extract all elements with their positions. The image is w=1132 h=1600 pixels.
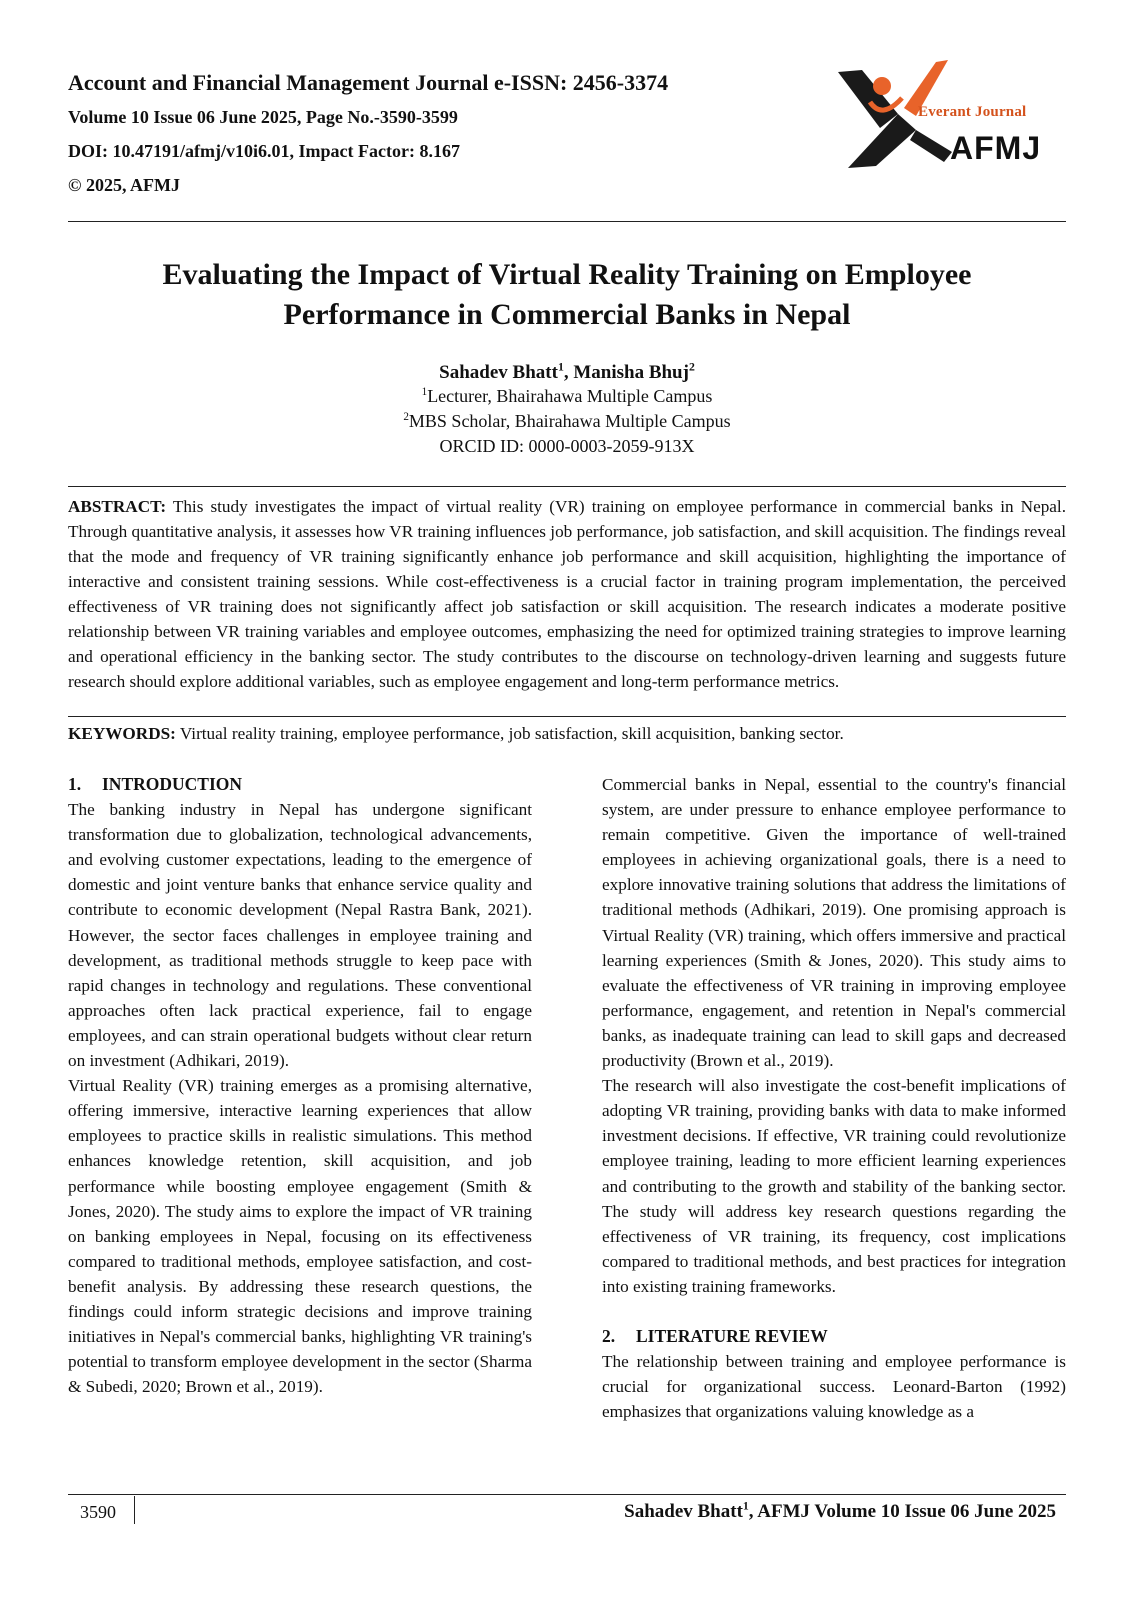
- section-heading-introduction: [68, 772, 532, 797]
- affiliation-1-text: Lecturer, Bhairahawa Multiple Campus: [427, 386, 713, 406]
- affiliation-2: [68, 409, 1066, 434]
- orcid-line: ORCID ID: 0000-0003-2059-913X: [439, 436, 695, 456]
- section-spacer: [602, 1299, 1066, 1324]
- literature-paragraph-1: The relationship between training and employee performance is crucial for organizational success. Leonard-Barton (1992) emphasizes that organizations valuing knowledge as a: [602, 1352, 1066, 1422]
- footer-author: Sahadev Bhatt: [624, 1501, 743, 1522]
- journal-header: [68, 66, 788, 202]
- page-number: 3590: [80, 1502, 116, 1522]
- footer-journal-info: , AFMJ Volume 10 Issue 06 June 2025: [748, 1501, 1056, 1522]
- author-2: Manisha Bhuj: [573, 362, 689, 383]
- logo-abbr: AFMJ: [950, 130, 1042, 166]
- author-list: [68, 360, 1066, 386]
- header-divider: [68, 221, 1066, 222]
- footer-author-sup: 1: [742, 1499, 749, 1513]
- left-column: [68, 772, 532, 1399]
- abstract-label: ABSTRACT:: [68, 497, 167, 516]
- intro-paragraph-4: The research will also investigate the cost-benefit implications of adopting VR training, providing banks with data to make informed investment decisions. If effective, VR training could revolutionize employee training, leading to more efficient learning experiences and contributing to the growth and stability of the banking sector. The study will address key research questions regarding the effectiveness of VR training, its frequency, cost implications compared to traditional methods, and best practices for integration into existing training frameworks.: [602, 1076, 1066, 1296]
- paper-title: [68, 255, 1066, 335]
- footer-citation: [624, 1500, 1056, 1524]
- section-title: INTRODUCTION: [102, 774, 243, 794]
- abstract-bottom-rule: [68, 716, 1066, 717]
- copyright-line: © 2025, AFMJ: [68, 175, 180, 195]
- logo-orange-dot: [873, 77, 891, 95]
- author-separator: ,: [563, 362, 574, 383]
- journal-title: Account and Financial Management Journal e-ISSN: 2456-3374: [68, 70, 669, 95]
- right-column: [602, 772, 1066, 1424]
- abstract-top-rule: [68, 486, 1066, 487]
- abstract-text: This study investigates the impact of virtual reality (VR) training on employee performance in commercial banks in Nepal. Through quantitative analysis, it assesses how VR training influences job performance, job satisfaction, and skill acquisition. The findings reveal that the mode and frequency of VR training significantly enhance job performance and skill acquisition, highlighting the importance of interactive and consistent training sessions. While cost-effectiveness is a crucial factor in training program implementation, the perceived effectiveness of VR training does not significantly affect job satisfaction or skill acquisition. The research indicates a moderate positive relationship between VR training variables and employee outcomes, emphasizing the need for optimized training strategies to improve learning and operational efficiency in the banking sector. The study contributes to the discourse on technology-driven learning and suggests future research should explore additional variables, such as employee engagement and long-term performance metrics.: [68, 497, 1066, 691]
- footer-separator: [134, 1496, 135, 1524]
- author-1-sup: 1: [557, 360, 564, 374]
- section-number: 1.: [68, 774, 82, 794]
- abstract: [68, 494, 1066, 694]
- section-number: 2.: [602, 1325, 616, 1346]
- doi-line: DOI: 10.47191/afmj/v10i6.01, Impact Factor: 8.167: [68, 141, 460, 161]
- intro-paragraph-3: Commercial banks in Nepal, essential to the country's financial system, are under pressure to enhance employee performance to remain competitive. Given the importance of well-trained employees in achieving organizational goals, there is a need to explore innovative training solutions that address the limitations of traditional methods (Adhikari, 2019). One promising approach is Virtual Reality (VR) training, which offers immersive and practical learning experiences (Smith & Jones, 2020). This study aims to evaluate the effectiveness of VR training in improving employee performance, engagement, and retention in Nepal's commercial banks, as inadequate training can lead to skill gaps and decreased productivity (Brown et al., 2019).: [602, 775, 1066, 1071]
- affiliation-1: [68, 384, 1066, 409]
- volume-line: Volume 10 Issue 06 June 2025, Page No.-3590-3599: [68, 107, 458, 127]
- intro-paragraph-1: The banking industry in Nepal has undergone significant transformation due to globalization, technological advancements, and evolving customer expectations, leading to the emergence of domestic and joint venture banks that enhance service quality and contribute to economic development (Nepal Rastra Bank, 2021). However, the sector faces challenges in employee training and development, as traditional methods struggle to keep pace with rapid changes in technology and regulations. These conventional approaches often lack practical experience, fail to engage employees, and can strain operational budgets without clear return on investment (Adhikari, 2019).: [68, 800, 532, 1071]
- affiliation-2-text: MBS Scholar, Bhairahawa Multiple Campus: [408, 411, 731, 431]
- logo-swoosh-arrow: [910, 130, 952, 162]
- logo-publisher-text: Everant Journal: [918, 104, 1027, 120]
- title-line-2: Performance in Commercial Banks in Nepal: [283, 298, 851, 331]
- logo-swoosh-dark: [838, 70, 898, 128]
- keywords-label: KEYWORDS:: [68, 724, 176, 743]
- section-title: LITERATURE REVIEW: [636, 1325, 828, 1346]
- section-heading-literature-review: [602, 1324, 1066, 1349]
- affiliation-1-sup: 1: [421, 386, 428, 398]
- affiliation-2-sup: 2: [403, 411, 409, 423]
- title-line-1: Evaluating the Impact of Virtual Reality Training on Employee: [162, 258, 972, 291]
- author-1: Sahadev Bhatt: [439, 362, 558, 383]
- keywords: [68, 721, 1066, 746]
- author-2-sup: 2: [688, 360, 695, 374]
- keywords-text: Virtual reality training, employee performance, job satisfaction, skill acquisition, banking sector.: [175, 724, 844, 743]
- footer-rule: [68, 1494, 1066, 1495]
- intro-paragraph-2: Virtual Reality (VR) training emerges as a promising alternative, offering immersive, interactive learning experiences that allow employees to practice skills in realistic simulations. This method enhances knowledge retention, skill acquisition, and job performance while boosting employee engagement (Smith & Jones, 2020). The study aims to explore the impact of VR training on banking employees in Nepal, focusing on its effectiveness compared to traditional methods, employee satisfaction, and cost-benefit analysis. By addressing these research questions, the findings could inform strategic decisions and improve training initiatives in Nepal's commercial banks, highlighting VR training's potential to transform employee development in the sector (Sharma & Subedi, 2020; Brown et al., 2019).: [68, 1076, 532, 1397]
- afmj-logo: [832, 58, 1050, 198]
